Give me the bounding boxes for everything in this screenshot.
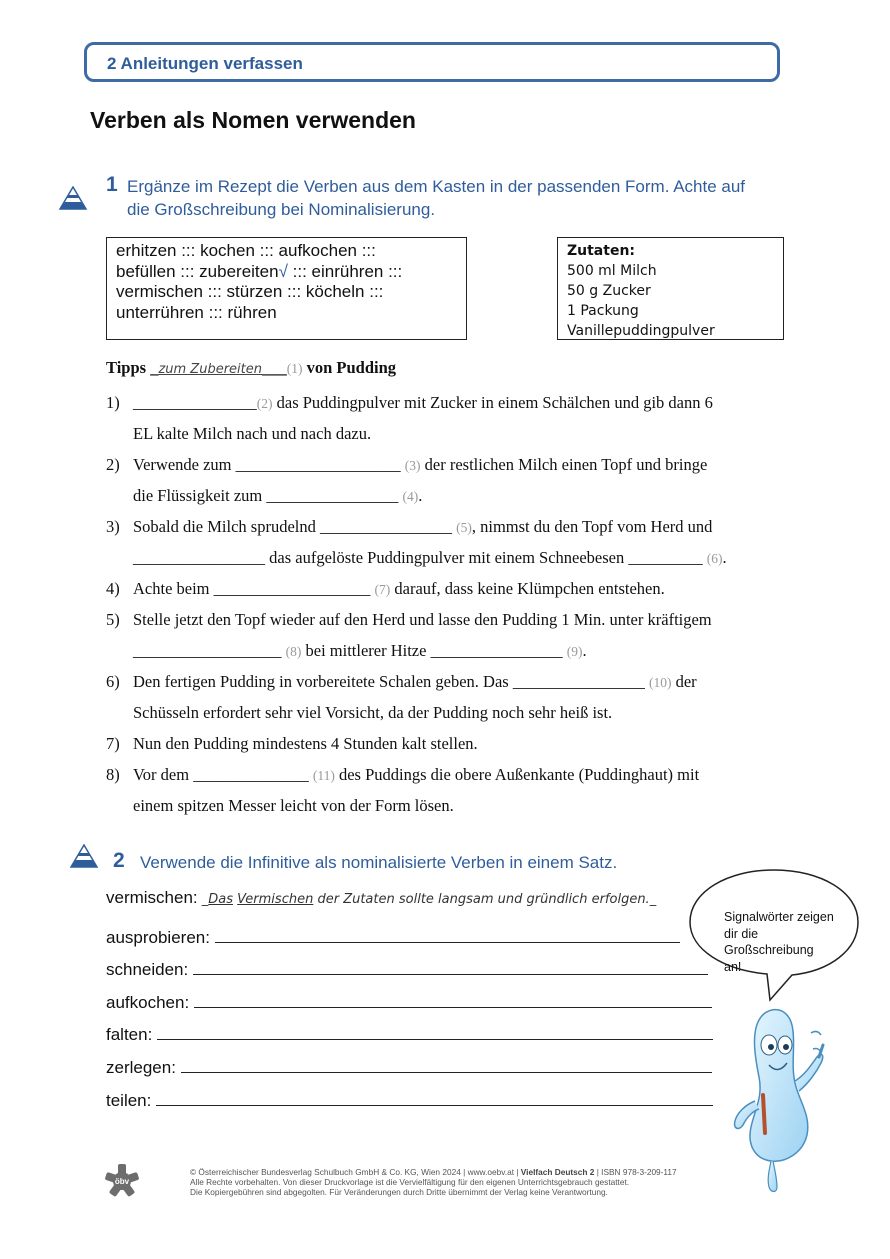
difficulty-level-icon (70, 844, 98, 868)
recipe-title-pre: Tipps _ (106, 358, 159, 377)
task2-answer-row[interactable]: teilen: (106, 1090, 713, 1111)
step-number: 2) (106, 455, 120, 474)
publisher-logo-text: öbv (114, 1177, 130, 1186)
task1-instruction-line2: die Großschreibung bei Nominalisierung. (127, 200, 436, 219)
task2-instruction: Verwende die Infinitive als nominalisierte Verben in einem Satz. (140, 853, 618, 872)
footer-line: © Österreichischer Bundesverlag Schulbuch GmbH & Co. KG, Wien 2024 | www.oebv.at | Vielfach Deutsch 2 | ISBN 978-3-209-117 (190, 1167, 677, 1177)
step-line[interactable]: ________________ das aufgelöste Puddingpulver mit einem Schneebesen _________ (6). (133, 548, 727, 567)
verb-box-line: vermischen ::: stürzen ::: köcheln ::: (116, 282, 384, 301)
task2-number: 2 (113, 849, 125, 872)
step-line[interactable]: Sobald die Milch sprudelnd ________________ (5), nimmst du den Topf vom Herd und (133, 517, 713, 536)
step-line: einem spitzen Messer leicht von der Form lösen. (133, 796, 454, 815)
task2-answer-row[interactable]: zerlegen: (106, 1057, 712, 1078)
verb-box-text: befüllen ::: zubereiten (116, 261, 279, 281)
step-line: Stelle jetzt den Topf wieder auf den Herd und lasse den Pudding 1 Min. unter kräftigem (133, 610, 712, 629)
step-line[interactable]: Den fertigen Pudding in vorbereitete Schalen geben. Das ________________ (10) der (133, 672, 697, 691)
step-line: Nun den Pudding mindestens 4 Stunden kalt stellen. (133, 734, 478, 753)
footer-line: Die Kopiergebühren sind abgegolten. Für Veränderungen durch Dritte übernimmt der Verlag keine Verantwortung. (190, 1187, 608, 1197)
task2-answer-row[interactable]: falten: (106, 1024, 713, 1045)
check-mark-icon: √ (278, 261, 288, 281)
recipe-title (106, 358, 396, 378)
step-line[interactable]: __________________ (8) bei mittlerer Hitze ________________ (9). (133, 641, 587, 660)
verb-box-text: ::: einrühren ::: (287, 261, 403, 281)
step-line[interactable]: Vor dem ______________ (11) des Puddings die obere Außenkante (Puddinghaut) mit (133, 765, 700, 784)
task2-answer-row[interactable]: schneiden: (106, 959, 708, 980)
recipe-title-post: von Pudding (302, 358, 397, 377)
ingredient-item: 1 Packung (567, 303, 639, 319)
ingredients-title: Zutaten: (567, 243, 636, 259)
task2-answer-row[interactable]: ausprobieren: (106, 927, 680, 948)
step-number: 6) (106, 672, 120, 691)
footer-text (190, 1167, 677, 1197)
step-number: 1) (106, 393, 120, 412)
recipe-title-blank: ___ (262, 358, 287, 377)
verb-box (106, 237, 467, 340)
step-line[interactable]: _______________(2) das Puddingpulver mit Zucker in einem Schälchen und gib dann 6 (133, 393, 713, 412)
step-line: Schüsseln erfordert sehr viel Vorsicht, da der Pudding noch sehr heiß ist. (133, 703, 613, 722)
recipe-title-answer[interactable]: zum Zubereiten (158, 362, 262, 377)
task2-answer-row[interactable]: aufkochen: (106, 992, 712, 1013)
speech-bubble-text: Signalwörter zeigen dir die Großschreibung an! (724, 910, 834, 974)
step-line[interactable]: Verwende zum ____________________ (3) der restlichen Milch einen Topf und bringe (133, 455, 708, 474)
task1-instruction-line1: Ergänze im Rezept die Verben aus dem Kasten in der passenden Form. Achte auf (127, 177, 746, 196)
step-line: EL kalte Milch nach und nach dazu. (133, 424, 372, 443)
page-title: Verben als Nomen verwenden (90, 107, 416, 133)
chapter-label: 2 Anleitungen verfassen (107, 54, 303, 73)
ingredient-item: Vanillepuddingpulver (567, 323, 715, 339)
gap-number: (1) (286, 361, 303, 376)
step-line[interactable]: die Flüssigkeit zum ________________ (4). (133, 486, 423, 505)
task1-number: 1 (106, 173, 118, 196)
verb-box-line: unterrühren ::: rühren (116, 302, 277, 322)
step-number: 5) (106, 610, 120, 629)
task2-example-row[interactable]: vermischen: _Das Vermischen der Zutaten sollte langsam und gründlich erfolgen._ (106, 888, 657, 907)
publisher-logo-icon (104, 1163, 140, 1199)
step-number: 8) (106, 765, 120, 784)
step-number: 7) (106, 734, 120, 753)
chapter-header (84, 42, 780, 82)
difficulty-level-icon (59, 186, 87, 210)
step-line[interactable]: Achte beim ___________________ (7) darauf, dass keine Klümpchen entstehen. (133, 579, 665, 598)
step-number: 4) (106, 579, 120, 598)
ingredients-box (557, 237, 784, 340)
mascot-drop-character-icon (725, 1005, 835, 1195)
step-number: 3) (106, 517, 120, 536)
verb-box-line (116, 262, 457, 283)
footer-line: Alle Rechte vorbehalten. Von dieser Druckvorlage ist die Vervielfältigung für den eigenen Unterrichtsgebrauch gestattet. (190, 1177, 630, 1187)
ingredient-item: 50 g Zucker (567, 283, 651, 299)
verb-box-line: erhitzen ::: kochen ::: aufkochen ::: (116, 241, 376, 260)
ingredient-item: 500 ml Milch (567, 263, 657, 279)
